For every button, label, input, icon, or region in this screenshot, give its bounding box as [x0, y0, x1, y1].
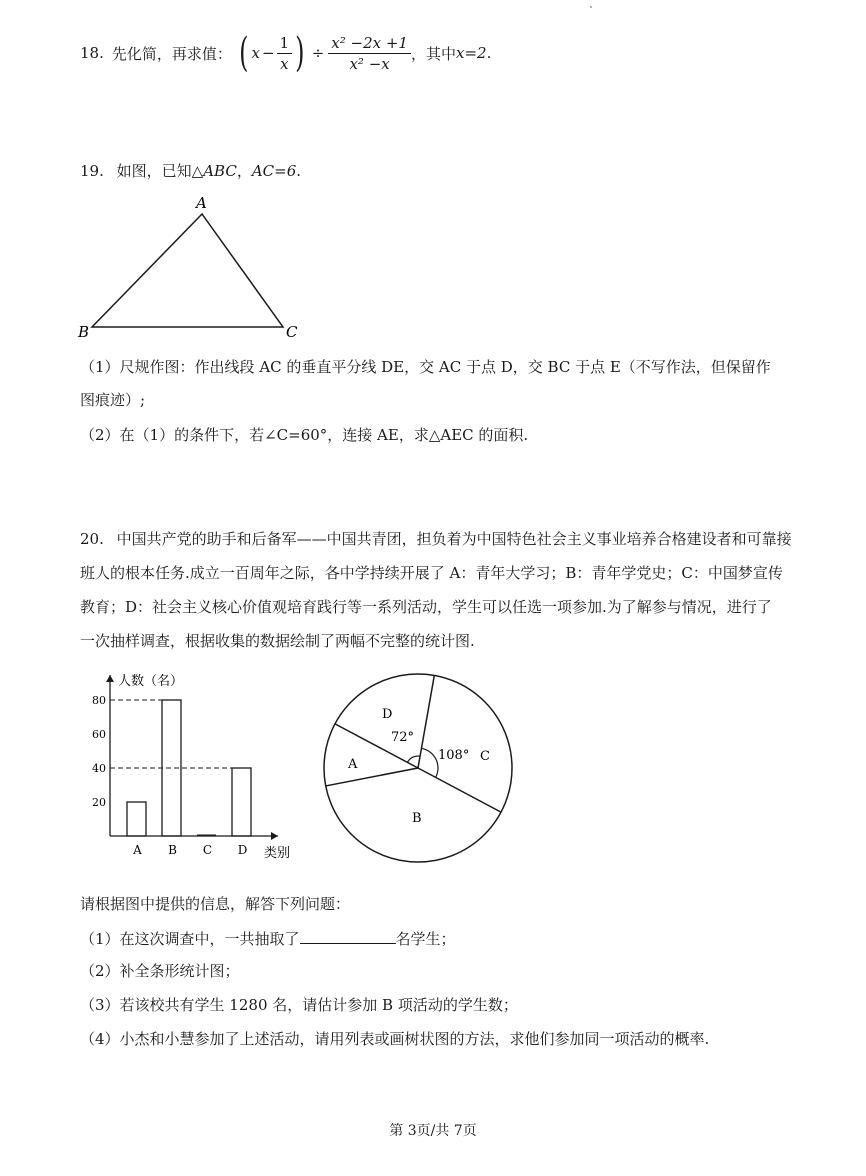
q18-suffix: ，其中	[410, 44, 456, 63]
pie-chart-body	[324, 674, 512, 862]
q20-line3: 教育；D：社会主义核心价值观培育践行等一系列活动，学生可以任选一项参加.为了解参与情况，进行了	[80, 598, 772, 616]
angle-arc-c	[421, 748, 438, 777]
pie-sector-label: A	[348, 757, 358, 772]
pie-sector-label: C	[480, 749, 490, 764]
question-19-title	[80, 160, 301, 181]
q19-comma: ，	[236, 162, 252, 180]
q18-expression	[236, 30, 411, 76]
q20-sub1-post: 名学生；	[395, 930, 456, 948]
x-tick-label: A	[133, 843, 142, 857]
scan-dot	[590, 6, 592, 8]
q18-main-fraction	[328, 33, 411, 74]
left-paren: (	[238, 30, 249, 76]
y-tick-label: 60	[92, 728, 106, 741]
bar-chart-axes	[106, 675, 278, 840]
bar	[232, 768, 251, 836]
q20-line1	[80, 528, 792, 549]
x-tick-label: C	[202, 843, 213, 857]
x-axis-arrow	[271, 832, 278, 840]
q20-prompt: 请根据图中提供的信息，解答下列问题：	[80, 895, 351, 913]
q18-condition: x=2	[455, 44, 487, 62]
answer-blank[interactable]	[300, 927, 396, 944]
q19-period: .	[296, 162, 302, 180]
q18-x: x	[251, 44, 260, 62]
y-tick-label: 20	[92, 796, 106, 809]
y-tick-label: 80	[92, 694, 106, 707]
q20-sub4: （4）小杰和小慧参加了上述活动，请用列表或画树状图的方法，求他们参加同一项活动的概率.	[80, 1030, 710, 1048]
q20-line2: 班人的根本任务.成立一百周年之际，各中学持续开展了 A：青年大学习；B：青年学党史；C：中国梦宣传	[80, 564, 783, 582]
q20-number: 20.	[80, 530, 104, 548]
q18-numerator: x² −2x +1	[328, 33, 411, 54]
bar-chart-reference-lines	[110, 700, 232, 768]
pie-sector-boundary	[326, 768, 418, 786]
q20-line4: 一次抽样调查，根据收集的数据绘制了两幅不完整的统计图.	[80, 632, 475, 650]
q19-text: 如图，已知	[116, 162, 192, 180]
vertex-a-label: A	[196, 194, 207, 212]
vertex-c-label: C	[286, 323, 298, 341]
angle-label-c: 108°	[438, 748, 470, 763]
q18-inner-fraction	[277, 33, 293, 74]
q20-sub1-pre: （1）在这次调查中，一共抽取了	[80, 930, 300, 948]
pie-sector-label: B	[412, 811, 422, 826]
x-tick-label: B	[168, 843, 177, 857]
q18-divide: ÷	[311, 44, 325, 62]
q18-number: 18.	[80, 44, 104, 62]
q18-inner-den: x	[280, 54, 289, 73]
x-axis-title: 类别	[264, 846, 291, 861]
pie-sector-boundary	[418, 768, 501, 812]
right-paren: )	[295, 30, 305, 76]
triangle-figure	[70, 190, 310, 345]
q18-period: .	[486, 44, 492, 62]
y-axis-title: 人数（名）	[118, 674, 184, 689]
question-18	[80, 28, 491, 78]
q18-prefix: 先化简，再求值：	[111, 44, 232, 63]
q19-part2: （2）在（1）的条件下，若∠C=60°，连接 AE，求△AEC 的面积.	[80, 426, 529, 444]
bar-chart	[80, 668, 310, 868]
q18-denominator: x² −x	[349, 54, 390, 73]
q19-part1-line1: （1）尺规作图：作出线段 AC 的垂直平分线 DE，交 AC 于点 D，交 BC 于点 E（不写作法，但保留作	[80, 358, 771, 376]
angle-arc-d	[407, 756, 420, 762]
pie-sector-label: D	[382, 707, 393, 722]
bar-chart-labels	[92, 673, 290, 861]
q18-inner-num: 1	[277, 33, 293, 54]
y-tick-label: 40	[92, 762, 106, 775]
q19-number: 19.	[80, 162, 104, 180]
bar	[127, 802, 146, 836]
pie-chart	[318, 668, 518, 868]
q20-line1-text: 中国共产党的助手和后备军——中国共青团，担负着为中国特色社会主义事业培养合格建设者和可靠接	[116, 530, 792, 548]
y-axis-arrow	[106, 675, 114, 682]
q19-part1-line2: 图痕迹）;	[80, 391, 146, 409]
page-footer: 第 3页/共 7页	[389, 1123, 477, 1139]
triangle-abc	[92, 214, 283, 327]
vertex-b-label: B	[78, 323, 90, 341]
q19-given: AC=6	[251, 162, 297, 180]
x-tick-label: D	[237, 843, 248, 857]
q20-sub1	[80, 927, 456, 949]
q20-sub2: （2）补全条形统计图；	[80, 962, 240, 980]
angle-label-d: 72°	[391, 730, 415, 745]
q19-triangle: △ABC	[191, 162, 237, 180]
q20-sub3: （3）若该校共有学生 1280 名，请估计参加 B 项活动的学生数；	[80, 996, 518, 1014]
q18-minus: −	[261, 44, 275, 62]
